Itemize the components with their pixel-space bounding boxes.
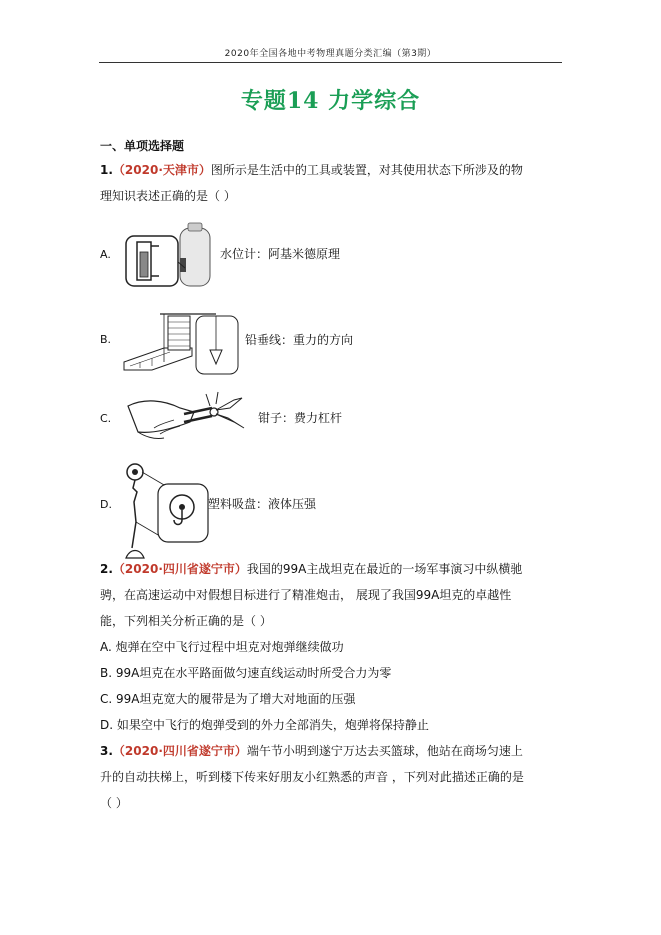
q2-option-c	[100, 692, 356, 706]
q1-option-d-letter: D.	[100, 498, 112, 511]
q2-option-d-letter: D.	[100, 718, 114, 732]
q1-option-b-letter: B.	[100, 333, 112, 346]
q2-option-a	[100, 640, 344, 654]
pliers-icon	[124, 388, 254, 446]
q3-stem-text: 端午节小明到遂宁万达去买篮球，他站在商场匀速上	[246, 744, 523, 758]
q3-stem-line1	[100, 744, 523, 758]
q2-option-b-letter: B.	[100, 666, 113, 680]
q2-option-b-text: 99A坦克在水平路面做匀速直线运动时所受合力为零	[115, 666, 392, 680]
q1-option-b-text: 铅垂线：重力的方向	[245, 333, 354, 347]
page-header: 2020年全国各地中考物理真题分类汇编（第3期）	[224, 49, 437, 59]
section-heading: 一、单项选择题	[100, 139, 185, 153]
q2-stem-line1	[100, 562, 522, 576]
plumb-line-icon	[120, 310, 240, 376]
header-divider	[99, 62, 562, 63]
q1-stem-line2: 理知识表述正确的是（ ）	[100, 189, 236, 203]
q2-option-c-letter: C.	[100, 692, 113, 706]
q2-number: 2.	[100, 562, 113, 576]
q2-option-d	[100, 718, 429, 732]
q2-stem-text: 我国的99A主战坦克在最近的一场军事演习中纵横驰	[246, 562, 523, 576]
q2-stem-line2: 骋，在高速运动中对假想目标进行了精准炮击， 展现了我国99A坦克的卓越性	[100, 588, 512, 602]
page-title: 专题14 力学综合	[240, 88, 421, 114]
q2-stem-line3: 能，下列相关分析正确的是（ ）	[100, 614, 272, 628]
q1-option-d-text: 塑料吸盘：液体压强	[208, 497, 317, 511]
q2-option-c-text: 99A坦克宽大的履带是为了增大对地面的压强	[116, 692, 356, 706]
q2-option-d-text: 如果空中飞行的炮弹受到的外力全部消失，炮弹将保持静止	[116, 718, 429, 732]
q2-source: （2020·四川省遂宁市）	[112, 562, 247, 576]
q1-source: （2020·天津市）	[112, 163, 211, 177]
q1-stem-line1	[100, 163, 523, 177]
q1-option-c-text: 钳子：费力杠杆	[258, 411, 343, 425]
q2-option-a-text: 炮弹在空中飞行过程中坦克对炮弹继续做功	[115, 640, 344, 654]
q1-option-c-letter: C.	[100, 412, 112, 425]
q2-option-a-letter: A.	[100, 640, 112, 654]
q1-option-a-text: 水位计：阿基米德原理	[220, 247, 341, 261]
q1-stem-text: 图所示是生活中的工具或装置，对其使用状态下所涉及的物	[210, 163, 523, 177]
water-level-gauge-icon	[125, 222, 213, 288]
q3-number: 3.	[100, 744, 113, 758]
q1-number: 1.	[100, 163, 113, 177]
q3-stem-line2: 升的自动扶梯上，听到楼下传来好朋友小红熟悉的声音 ，下列对此描述正确的是	[100, 770, 524, 784]
q2-option-b	[100, 666, 391, 680]
q3-stem-line3: （ ）	[100, 796, 128, 810]
suction-cup-icon	[120, 462, 210, 566]
q1-option-a-letter: A.	[100, 248, 111, 261]
q3-source: （2020·四川省遂宁市）	[112, 744, 247, 758]
